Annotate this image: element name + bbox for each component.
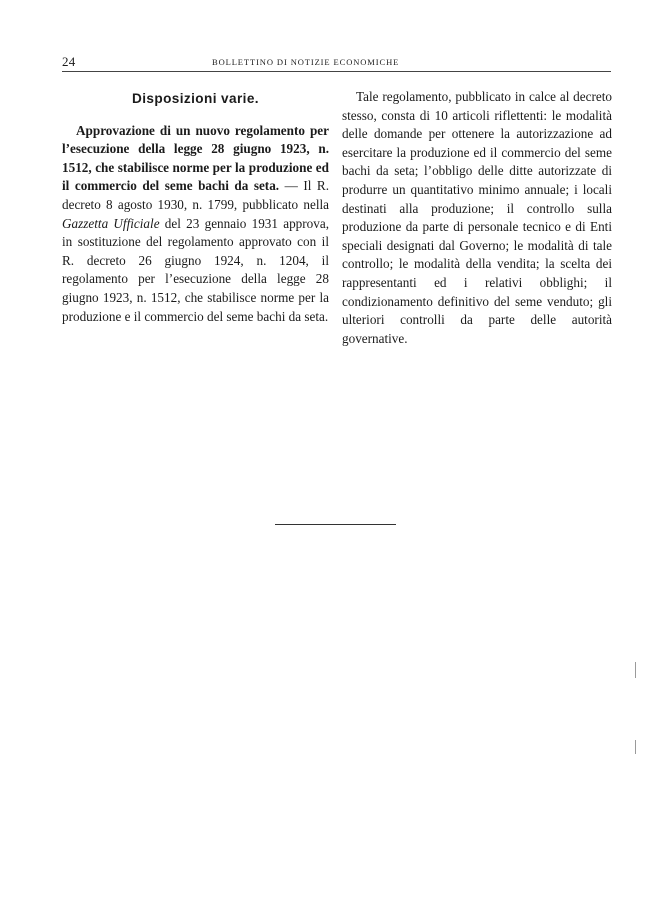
section-end-rule xyxy=(275,524,396,525)
margin-scan-mark xyxy=(635,740,636,754)
article-lead: Approvazione di un nuovo regolamento per l’esecuzione della legge 28 giugno 1923, n. 1512, che stabilisce norme per la produzione ed il commercio del seme bachi da seta. xyxy=(62,122,329,194)
article-text-part2: del 23 gennaio 1931 approva, in sostituzione del regolamento approvato con il R. decreto 26 giugno 1924, n. 1204, il regolamento per l’esecuzione della legge 28 giugno 1923, n. 1512, che stabilisce norme per la produzione e il commercio del seme bachi da seta. xyxy=(62,215,329,324)
gazette-title: Gazzetta Ufficiale xyxy=(62,215,160,231)
article-paragraph xyxy=(62,122,329,327)
page-number: 24 xyxy=(62,54,76,69)
margin-scan-mark xyxy=(635,662,636,678)
right-column xyxy=(342,88,612,348)
header-rule xyxy=(62,71,611,72)
running-title: BOLLETTINO DI NOTIZIE ECONOMICHE xyxy=(212,57,400,67)
article-text-part1: — Il R. decreto 8 agosto 1930, n. 1799, pubblicato nella xyxy=(62,178,329,212)
section-title: Disposizioni varie. xyxy=(132,91,259,106)
left-column xyxy=(62,88,329,326)
regulation-paragraph: Tale regolamento, pubblicato in calce al decreto stesso, consta di 10 articoli riflettenti: le modalità delle domande per ottenere la autorizzazione ad esercitare la produzione ed il commercio del seme bachi da seta; l’obbligo delle ditte autorizzate di produrre un quantitativo minimo annuale; i locali destinati alla produzione; il controllo sulla produzione da parte di personale tecnico e di Enti speciali designati dal Governo; le modalità di tale controllo; le modalità della vendita; la scelta dei rappresentanti ed i relativi obblighi; il condizionamento definitivo del seme venduto; gli ulteriori controlli da parte delle autorità governative. xyxy=(342,89,612,346)
